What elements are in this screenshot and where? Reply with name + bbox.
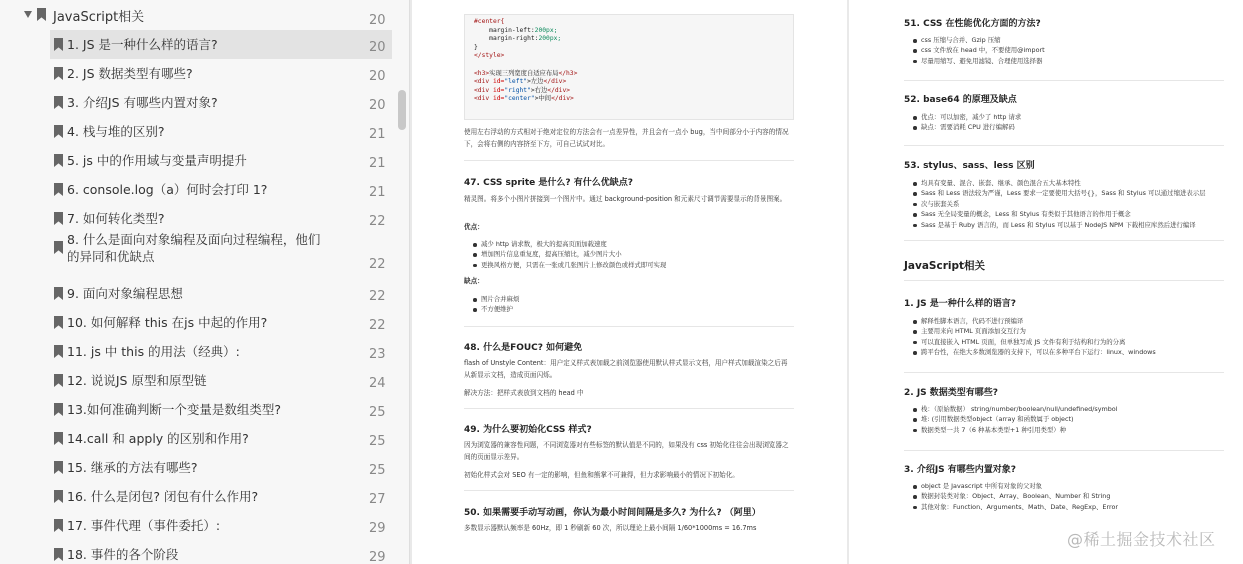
outline-item[interactable] (50, 540, 392, 564)
list-item: 数据封装类对象：Object、Array、Boolean、Number 和 String (912, 491, 1118, 501)
outline-sidebar (0, 0, 410, 564)
outline-item-label: 4. 栈与堆的区别? (67, 124, 165, 139)
outline-item-label: 7. 如何转化类型? (67, 211, 165, 226)
outline-item-label: 11. js 中 this 的用法（经典）: (67, 344, 240, 359)
question-heading: 1. JS 是一种什么样的语言? (904, 299, 1016, 309)
list-item: css 压缩与合并、Gzip 压缩 (912, 35, 1045, 45)
outline-page-number: 20 (369, 40, 386, 55)
list-item: object 是 Javascript 中所有对象的父对象 (912, 481, 1118, 491)
code-text: >中间 (534, 95, 552, 103)
bullet-list (912, 404, 1117, 435)
question-heading: 48. 什么是FOUC? 如何避免 (464, 343, 583, 353)
outline-page-number: 20 (369, 13, 386, 28)
paragraph: 使用左右浮动的方式相对于绝对定位的方法会有一点差异性，并且会有一点小 bug，当中间部分小于内容的情况下，会将右侧的内容挤至下方，可自己试试对比。 (464, 128, 789, 148)
question-heading: 3. 介绍JS 有哪些内置对象? (904, 465, 1016, 475)
disadvantages-list (472, 294, 519, 315)
outline-page-number: 27 (369, 492, 386, 507)
outline-item[interactable] (50, 308, 392, 337)
paragraph: 多数显示器默认频率是 60Hz，即 1 秒刷新 60 次，所以理论上最小间隔 1/60*1000ms = 16.7ms (464, 524, 757, 532)
bookmark-icon (54, 67, 63, 80)
code-text: >左边 (527, 78, 544, 86)
outline-item-label: 3. 介绍JS 有哪些内置对象? (67, 95, 218, 110)
code-text: <div (474, 78, 493, 86)
list-item: 更换风格方便，只需在一张或几张图片上修改颜色或样式即可实现 (472, 260, 666, 270)
outline-item[interactable] (50, 146, 392, 175)
outline-item[interactable] (50, 117, 392, 146)
bookmark-icon (54, 154, 63, 167)
divider (904, 80, 1224, 81)
code-text: </style> (474, 52, 505, 60)
list-item: 缺点：需要消耗 CPU 进行编解码 (912, 122, 1021, 132)
code-text: <h3> (474, 69, 490, 77)
bookmark-icon (54, 461, 63, 474)
list-item: 数据类型一共 7（6 种基本类型+1 种引用类型）种 (912, 425, 1117, 435)
code-text: <div (474, 86, 493, 94)
outline-section-label: JavaScript相关 (53, 10, 145, 25)
bookmark-icon (54, 374, 63, 387)
document-page-left (412, 0, 847, 564)
list-item: 解释性脚本语言，代码不进行预编译 (912, 316, 1156, 326)
outline-page-number: 21 (369, 185, 386, 200)
advantages-list (472, 239, 666, 270)
outline-item-label: 6. console.log（a）何时会打印 1? (67, 182, 268, 197)
question-heading: 53. stylus、sass、less 区别 (904, 161, 1035, 171)
question-heading: 52. base64 的原理及缺点 (904, 95, 1017, 105)
divider (464, 408, 794, 409)
outline-item[interactable] (50, 88, 392, 117)
outline-page-number: 21 (369, 127, 386, 142)
paragraph: 因为浏览器的兼容性问题，不同浏览器对有些标签的默认值是不同的，如果没有 css 初始化往往会出现浏览器之间的页面显示差异。 (464, 441, 789, 461)
list-item: Sass 和 Less 语法较为严谨，Less 要求一定要使用大括号{}，Sass 和 Stylus 可以通过缩进表示层 (912, 188, 1206, 198)
divider (464, 326, 794, 327)
question-heading: 50. 如果需要手动写动画，你认为最小时间间隔是多久? 为什么? （阿里） (464, 508, 761, 518)
outline-item-label: 14.call 和 apply 的区别和作用? (67, 431, 249, 446)
bullet-list (912, 481, 1118, 512)
outline-page-number: 20 (369, 98, 386, 113)
outline-item-label: 9. 面向对象编程思想 (67, 286, 183, 301)
code-text: <div (474, 95, 493, 103)
outline-item-label: 2. JS 数据类型有哪些? (67, 66, 193, 81)
bullet-list (912, 316, 1156, 358)
divider (904, 450, 1224, 451)
question-heading: 49. 为什么要初始化CSS 样式? (464, 425, 592, 435)
list-item: 均具有变量、混合、嵌套、继承、颜色混合五大基本特性 (912, 178, 1206, 188)
code-text: </h3> (558, 69, 578, 77)
outline-page-number: 23 (369, 347, 386, 362)
outline-page-number: 20 (369, 69, 386, 84)
bookmark-icon (54, 490, 63, 503)
outline-item[interactable] (50, 511, 392, 540)
outline-page-number: 25 (369, 405, 386, 420)
list-item: 不方便维护 (472, 304, 519, 314)
list-item: 主要用来向 HTML 页面添加交互行为 (912, 326, 1156, 336)
bookmark-icon (54, 38, 63, 51)
code-text: } (474, 43, 478, 51)
divider (464, 490, 794, 491)
outline-item-label: 17. 事件代理（事件委托）: (67, 518, 221, 533)
code-text: </div> (547, 86, 571, 94)
code-text: id= (492, 86, 505, 94)
watermark: @稀土掘金技术社区 (1067, 530, 1216, 549)
code-text: 200px; (534, 26, 558, 34)
code-text: margin-left: (474, 26, 535, 34)
code-text: </div> (543, 78, 567, 86)
outline-item[interactable] (50, 233, 392, 279)
collapse-arrow-icon[interactable] (24, 11, 32, 18)
bookmark-icon (54, 548, 63, 561)
list-item: 栈：（原始数据） string/number/boolean/null/undefined/symbol (912, 404, 1117, 414)
sidebar-scrollbar[interactable] (398, 90, 406, 130)
outline-item[interactable] (50, 175, 392, 204)
document-page-right (849, 0, 1243, 564)
outline-page-number: 25 (369, 463, 386, 478)
outline-page-number: 21 (369, 156, 386, 171)
outline-item[interactable] (50, 453, 392, 482)
list-item-continuation (912, 199, 1206, 209)
outline-item-label: 10. 如何解释 this 在js 中起的作用? (67, 315, 268, 330)
code-text: id= (492, 78, 505, 86)
list-item: 增加图片信息重复度，提高压缩比，减少图片大小 (472, 249, 666, 259)
bookmark-icon (54, 316, 63, 329)
code-text: margin-right: (474, 35, 539, 43)
list-item-text: 次与嵌套关系 (921, 199, 960, 208)
bookmark-icon (54, 432, 63, 445)
outline-item-label: 15. 继承的方法有哪些? (67, 460, 198, 475)
code-text: #center{ (474, 18, 505, 25)
code-text: >右边 (530, 86, 548, 94)
outline-page-number: 22 (369, 289, 386, 304)
list-item: 堆: (引用数据类型object（array 和函数属于 object) (912, 414, 1117, 424)
bookmark-icon (54, 241, 63, 254)
outline-page-number: 24 (369, 376, 386, 391)
outline-item-label: 13.如何准确判断一个变量是数组类型? (67, 402, 282, 417)
code-text: id= (492, 95, 505, 103)
outline-item[interactable] (50, 482, 392, 511)
paragraph: 精灵图。将多个小图片拼接到一个图片中。通过 background-position 和元素尺寸调节需要显示的背景图案。 (464, 195, 787, 203)
list-item: css 文件放在 head 中，不要使用@import (912, 45, 1045, 55)
list-item: 优点：可以加密，减少了 http 请求 (912, 112, 1021, 122)
outline-page-number: 29 (369, 521, 386, 536)
outline-item[interactable] (50, 366, 392, 395)
outline-page-number: 22 (369, 257, 386, 272)
divider (464, 160, 794, 161)
code-text: 200px; (538, 35, 562, 43)
list-item: 尽量用缩写、避免用滤镜、合理使用选择器 (912, 56, 1045, 66)
label-text: 缺点： (464, 277, 484, 285)
bookmark-icon (37, 8, 46, 21)
outline-item-label: 18. 事件的各个阶段 (67, 547, 179, 562)
outline-page-number: 22 (369, 214, 386, 229)
outline-item[interactable] (50, 337, 392, 366)
divider (904, 372, 1224, 373)
bookmark-icon (54, 212, 63, 225)
list-item: Sass 是基于 Ruby 语言的，而 Less 和 Stylus 可以基于 NodeJS NPM 下载相应库然后进行编译 (912, 220, 1206, 230)
question-heading: 47. CSS sprite 是什么? 有什么优缺点? (464, 178, 633, 188)
label-text: 优点： (464, 223, 484, 231)
code-text: "right" (504, 86, 531, 94)
bullet-list (912, 35, 1045, 66)
divider (904, 145, 1224, 146)
list-item: 减少 http 请求数，极大的提高页面加载速度 (472, 239, 666, 249)
outline-item-label: 1. JS 是一种什么样的语言? (67, 37, 218, 52)
outline-page-number: 29 (369, 550, 386, 564)
paragraph: flash of Unstyle Content：用户定义样式表加载之前浏览器使用默认样式显示文档，用户样式加载渲染之后再从新显示文档，造成页面闪烁。 (464, 359, 788, 379)
code-text: 实现三列宽度自适应布局 (489, 69, 559, 77)
bookmark-icon (54, 183, 63, 196)
paragraph: 初始化样式会对 SEO 有一定的影响，但鱼和熊掌不可兼得，但力求影响最小的情况下初始化。 (464, 471, 739, 479)
code-text: </div> (551, 95, 574, 103)
outline-item-label: 8. 什么是面向对象编程及面向过程编程，他们的异同和优缺点 (67, 232, 321, 264)
outline-item[interactable] (50, 395, 392, 424)
bookmark-icon (54, 287, 63, 300)
section-heading: JavaScript相关 (904, 260, 986, 272)
divider (904, 280, 1224, 281)
list-item: 图片合并麻烦 (472, 294, 519, 304)
outline-section-javascript[interactable] (0, 0, 396, 32)
divider (904, 240, 1224, 241)
outline-item[interactable] (50, 279, 392, 308)
bookmark-icon (54, 519, 63, 532)
outline-page-number: 22 (369, 318, 386, 333)
bullet-list (912, 178, 1206, 230)
question-heading: 51. CSS 在性能优化方面的方法? (904, 19, 1041, 29)
question-heading: 2. JS 数据类型有哪些? (904, 388, 998, 398)
list-item: 其他对象：Function、Arguments、Math、Date、RegExp、Error (912, 502, 1118, 512)
code-block (464, 14, 794, 120)
outline-item-label: 12. 说说JS 原型和原型链 (67, 373, 207, 388)
outline-item-label: 5. js 中的作用域与变量声明提升 (67, 153, 247, 168)
list-item: 跨平台性，在绝大多数浏览器的支持下，可以在多种平台下运行：linux、windows (912, 347, 1156, 357)
bookmark-icon (54, 345, 63, 358)
outline-item[interactable] (50, 30, 392, 59)
bullet-list (912, 112, 1021, 133)
outline-item[interactable] (50, 59, 392, 88)
outline-item[interactable] (50, 424, 392, 453)
code-text: "center" (504, 95, 535, 103)
outline-page-number: 25 (369, 434, 386, 449)
outline-item[interactable] (50, 204, 392, 233)
list-item: 可以直接嵌入 HTML 页面，但单独写成 JS 文件有利于结构和行为的分离 (912, 337, 1156, 347)
outline-item-label: 16. 什么是闭包? 闭包有什么作用? (67, 489, 259, 504)
bookmark-icon (54, 96, 63, 109)
list-item: Sass 无全局变量的概念，Less 和 Stylus 有类似于其他语言的作用于概念 (912, 209, 1206, 219)
bookmark-icon (54, 125, 63, 138)
paragraph: 解决方法：把样式表放到文档的 head 中 (464, 389, 584, 397)
bookmark-icon (54, 403, 63, 416)
code-text: "left" (504, 78, 528, 86)
